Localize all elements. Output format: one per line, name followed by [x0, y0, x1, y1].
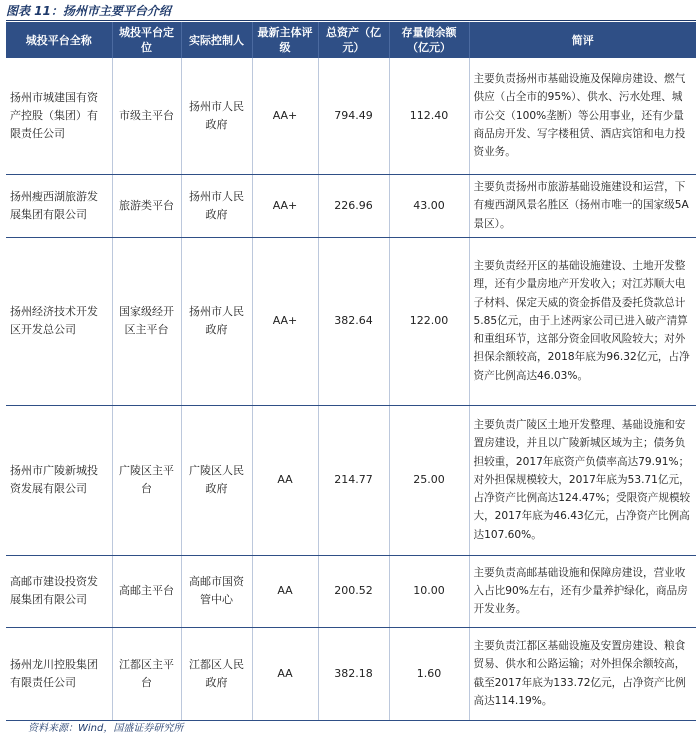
assets-cell: 382.64 [318, 237, 389, 405]
comment-cell: 主要负责经开区的基础设施建设、土地开发整理，还有少量房地产开发收入；对江苏顺大电子材料、保定天威的资金拆借及委托贷款总计5.85亿元，由于上述两家公司已进入破产清算和重组环节，这部分资金回收风险较大；对外担保余额较高，2018年底为96.32亿元，占净资产比例高达46.03%。 [469, 237, 696, 405]
table-header [6, 22, 696, 58]
controller-cell: 扬州市人民政府 [181, 174, 252, 237]
header-cell: 城投平台定位 [112, 22, 181, 58]
rating-cell: AA [252, 555, 318, 627]
rating-cell: AA+ [252, 237, 318, 405]
source-note: 资料来源：Wind，国盛证券研究所 [28, 723, 184, 734]
rating-cell: AA [252, 627, 318, 720]
position-cell: 旅游类平台 [112, 174, 181, 237]
position-cell: 市级主平台 [112, 58, 181, 174]
header-cell: 最新主体评级 [252, 22, 318, 58]
header-cell: 简评 [469, 22, 696, 58]
position-cell: 高邮主平台 [112, 555, 181, 627]
table-row [6, 237, 696, 405]
debt-cell: 43.00 [389, 174, 469, 237]
table-row [6, 555, 696, 627]
figure-title: 图表 11：扬州市主要平台介绍 [6, 2, 696, 21]
header-cell: 城投平台全称 [6, 22, 112, 58]
assets-cell: 200.52 [318, 555, 389, 627]
table-row [6, 174, 696, 237]
position-cell: 国家级经开区主平台 [112, 237, 181, 405]
header-cell: 存量债余额（亿元） [389, 22, 469, 58]
debt-cell: 10.00 [389, 555, 469, 627]
table-row [6, 405, 696, 555]
table-body [6, 58, 696, 720]
debt-cell: 25.00 [389, 405, 469, 555]
platform-name-cell: 扬州市广陵新城投资发展有限公司 [6, 405, 112, 555]
assets-cell: 794.49 [318, 58, 389, 174]
platform-name-cell: 扬州龙川控股集团有限责任公司 [6, 627, 112, 720]
rating-cell: AA+ [252, 58, 318, 174]
comment-cell: 主要负责扬州市基础设施及保障房建设、燃气供应（占全市的95%）、供水、污水处理、城市公交（100%垄断）等公用事业，还有少量商品房开发、写字楼租赁、酒店宾馆和电力投资业务。 [469, 58, 696, 174]
header-cell: 实际控制人 [181, 22, 252, 58]
rating-cell: AA [252, 405, 318, 555]
assets-cell: 382.18 [318, 627, 389, 720]
rating-cell: AA+ [252, 174, 318, 237]
assets-cell: 214.77 [318, 405, 389, 555]
platform-name-cell: 扬州市城建国有资产控股（集团）有限责任公司 [6, 58, 112, 174]
platform-name-cell: 高邮市建设投资发展集团有限公司 [6, 555, 112, 627]
position-cell: 广陵区主平台 [112, 405, 181, 555]
controller-cell: 江都区人民政府 [181, 627, 252, 720]
debt-cell: 1.60 [389, 627, 469, 720]
assets-cell: 226.96 [318, 174, 389, 237]
platform-name-cell: 扬州瘦西湖旅游发展集团有限公司 [6, 174, 112, 237]
debt-cell: 112.40 [389, 58, 469, 174]
debt-cell: 122.00 [389, 237, 469, 405]
controller-cell: 高邮市国资管中心 [181, 555, 252, 627]
table-row [6, 58, 696, 174]
comment-cell: 主要负责江都区基础设施及安置房建设、粮食贸易、供水和公路运输；对外担保余额较高，截至2017年底为133.72亿元，占净资产比例高达114.19%。 [469, 627, 696, 720]
platform-table [6, 22, 696, 721]
position-cell: 江都区主平台 [112, 627, 181, 720]
comment-cell: 主要负责扬州市旅游基础设施建设和运营，下有瘦西湖风景名胜区（扬州市唯一的国家级5A景区）。 [469, 174, 696, 237]
comment-cell: 主要负责高邮基础设施和保障房建设，营业收入占比90%左右，还有少量养护绿化，商品房开发业务。 [469, 555, 696, 627]
controller-cell: 广陵区人民政府 [181, 405, 252, 555]
table-row [6, 627, 696, 720]
platform-name-cell: 扬州经济技术开发区开发总公司 [6, 237, 112, 405]
header-row [6, 22, 696, 58]
controller-cell: 扬州市人民政府 [181, 237, 252, 405]
comment-cell: 主要负责广陵区土地开发整理、基础设施和安置房建设，并且以广陵新城区域为主；债务负担较重，2017年底资产负债率高达79.91%；对外担保规模较大，2017年底为53.71亿元，占净资产比例高达124.47%；受限资产规模较大，2017年底为46.43亿元，占净资产比例高达107.60%。 [469, 405, 696, 555]
controller-cell: 扬州市人民政府 [181, 58, 252, 174]
header-cell: 总资产（亿元） [318, 22, 389, 58]
